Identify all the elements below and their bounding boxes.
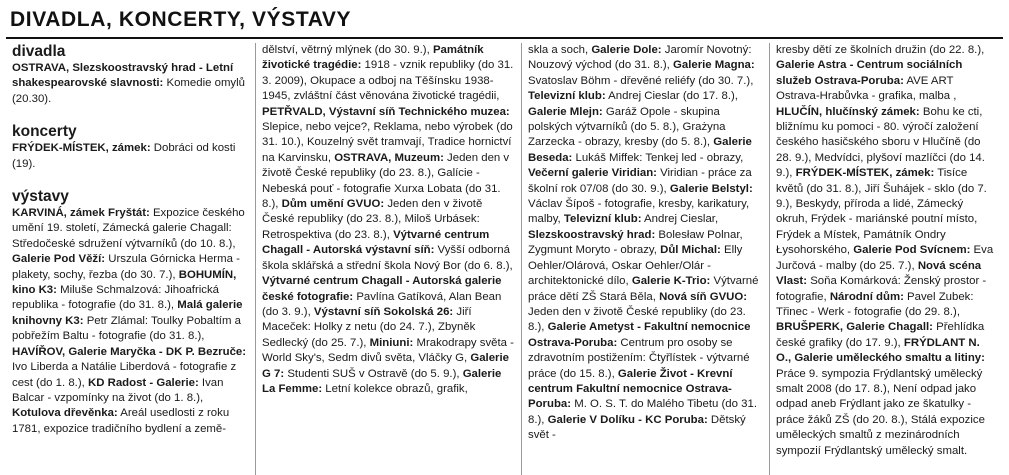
entry-text: Ivo Liberda a Natálie Liberdová - fotografie z cest (do 1. 8.), [12, 361, 237, 389]
entry-text: Jeden den v životě České republiky (do 23. 8.), Miloš Urbásek: Retrospektiva (do 23. 8.), [262, 198, 483, 241]
entry-text: kresby dětí ze školních družin (do 22. 8.), [776, 44, 985, 56]
venue: Miniuni: [369, 336, 414, 349]
exhibition-entries [12, 206, 249, 437]
venue: Nová síň GVUO: [659, 290, 748, 303]
entry-text: dělství, větrný mlýnek (do 30. 9.), [262, 44, 433, 56]
entry-text: Miluše Schmalzová: Jihoafrická republika - fotografie (do 31. 8.), [12, 284, 219, 312]
venue: Galerie V Dolíku - KC Poruba: [547, 413, 708, 426]
entry-text: Jiří Maceček: Holky z netu (do 24. 7.), Zbyněk Sedlecký (do 25. 7.), [262, 305, 476, 349]
venue: Památník životické tragédie: [262, 44, 484, 72]
entry-text: Tisíce květů (do 31. 8.), Jiří Šuhájek - sklo (do 7. 9.), Beskydy, příroda a lidé, Zámecký okruh, Frýdek - mariánské poutní místo, Frýdek a Místek, Památník Ondry Łysohorského, [776, 167, 987, 257]
entry-text: AVE ART Ostrava-Hrabůvka - grafika, malba , [776, 74, 957, 103]
entry-text: skla a soch, [528, 44, 592, 56]
entry-text: Přehlídka české grafiky (do 17. 9.), [776, 321, 985, 349]
venue: Galerie Pod Svícnem: [853, 244, 971, 257]
entry-text: Pavel Zubek: Třinec - Werk - fotografie (do 29. 8.), [776, 290, 974, 318]
venue: FRÝDLANT N. O., Galerie uměleckého smaltu a litiny: [776, 336, 985, 365]
venue: Televizní klub: [563, 213, 642, 226]
venue: BRUŠPERK, Galerie Chagall: [776, 321, 933, 334]
entry-text: M. O. S. T. do Malého Tibetu (do 31. 8.), [528, 398, 757, 426]
venue: Důl Michal: [660, 244, 721, 257]
section-heading-exhibitions: výstavy [12, 188, 69, 206]
venue: KD Radost - Galerie: [87, 376, 199, 389]
venue: FRÝDEK-MÍSTEK, zámek: [795, 167, 935, 180]
venue: Výstavní síň Sokolská 26: [313, 305, 454, 318]
venue: Slezskoostravský hrad: [528, 228, 656, 241]
entry-text: Komedie omylů (20.30). [12, 77, 245, 105]
venue: OSTRAVA, Slezskoostravský hrad - Letní shakespearovské slavnosti: [12, 62, 234, 90]
entry-text: Jaromír Novotný: Nouzový východ (do 31. 8.), [528, 44, 752, 72]
concert-entry [12, 141, 249, 172]
section-heading-theatre: divadla [12, 43, 66, 60]
exhibition-entries [528, 43, 763, 444]
section-heading-concerts: koncerty [12, 123, 77, 141]
entry-text: Andrej Cieslar, [641, 213, 719, 226]
entry-text: Andrej Cieslar (do 17. 8.), [605, 90, 738, 103]
venue: Galerie G 7: [262, 352, 509, 380]
venue: Kotulova dřevěnka: [12, 407, 118, 420]
venue: Televizní klub: [528, 90, 606, 103]
entry-text: Pavlína Gatíková, Alan Bean (do 3. 9.), [262, 290, 502, 318]
venue: Nová scéna Vlast: [776, 259, 982, 288]
entry-text: Centrum pro osoby se zdravotním postižením: Čtyřlístek - výtvarné práce (do 15. 8.), [528, 336, 750, 380]
entry-text: Eva Jurčová - malby (do 25. 7.), [776, 244, 994, 272]
entry-text: Dobráci od kosti (19). [12, 142, 236, 170]
entry-text: Mrakodrapy světa - World Sky's, Sedm divů světa, Vláčky G, [262, 336, 514, 365]
entry-text: Jeden den v životě České republiky (do 23. 8.), [528, 305, 746, 334]
venue: PETŘVALD, Výstavní síň Technického muzea: [262, 105, 510, 118]
entry-text: Václav Šípoš - fotografie, kresby, karikatury, malby, [528, 198, 750, 226]
column-3 [522, 43, 770, 475]
venue: Galerie La Femme: [262, 367, 502, 395]
exhibition-entries [776, 43, 997, 459]
venue: Galerie Život - Krevní centrum Fakultní nemocnice Ostrava-Poruba: [528, 367, 733, 411]
entry-text: Soňa Komárková: Ženský prostor - fotografie, [776, 275, 987, 303]
entry-text: Vyšší odborná škola sklářská a střední škola Nový Bor (do 6. 8.), [262, 244, 513, 272]
entry-text: Dětský svět - [528, 413, 746, 442]
column-2 [256, 43, 522, 475]
page-title: DIVADLA, KONCERTY, VÝSTAVY [6, 6, 1003, 39]
entry-text: Slepice, nebo vejce?, Reklama, nebo výrobek (do 31. 10.), Kouzelný svět tramvají, Tradice hornictví na Karvinsku, [262, 121, 513, 164]
venue: HLUČÍN, hlučínský zámek: [776, 105, 920, 118]
venue: Galerie Astra - Centrum sociálních služeb Ostrava-Poruba: [776, 59, 963, 87]
venue: Malá galerie knihovny K3: [12, 299, 243, 327]
entry-text: Areál usedlosti z roku 1781, expozice tradičního bydlení a země- [12, 407, 230, 435]
column-1 [6, 43, 256, 475]
entry-text: Garáž Opole - skupina polských výtvarníků (do 5. 8.), Grażyna Zarzecka - obrazy, kresby (do 5. 8.), [528, 105, 726, 149]
entry-text: 1918 - vznik republiky (do 31. 3. 2009), Okupace a odboj na Těšínsku 1938-1945, zvláštní část věnována životické tragédii, [262, 59, 514, 103]
entry-text: Bolesław Polnar, Zygmunt Moryto - obrazy, [528, 228, 743, 257]
venue: Galerie Belstyl: [669, 182, 753, 195]
venue: KARVINÁ, zámek Fryštát: [12, 207, 150, 220]
venue: Večerní galerie Viridian: [528, 167, 657, 180]
column-4 [770, 43, 1003, 475]
entry-text: Elly Oehler/Olárová, Oskar Oehler/Olár - architektonické dílo, [528, 244, 743, 288]
entry-text: Bohu ke cti, bližnímu ku pomoci - 80. výročí založení českého hasičského sboru v Hlučíně (do 28. 9.), Medvídci, plyšoví mazlíčci (do 14. 9.), [776, 105, 985, 180]
venue: Výtvarné centrum Chagall - Autorská výstavní síň: [262, 228, 490, 257]
venue: Národní dům: [829, 290, 904, 303]
venue: Galerie Pod Věží: [12, 253, 106, 266]
entry-text: Urszula Górnicka Herma - plakety, sochy, řezba (do 30. 7.), [12, 253, 240, 281]
entry-text: Ivan Balcar - vzpomínky na život (do 1. 8.), [12, 376, 224, 404]
venue: Galerie Magna: [673, 59, 755, 72]
venue: Galerie Dole: [591, 44, 662, 56]
listing-columns [6, 43, 1003, 475]
exhibition-entries [262, 43, 515, 397]
entry-text: Svatoslav Böhm - dřevěné reliéfy (do 30. 7.), [528, 74, 754, 87]
entry-text: Expozice českého umění 19. století, Zámecká galerie Chagall: Středočeské sdružení výtvarníků (do 10. 8.), [12, 207, 245, 250]
entry-text: Práce 9. sympozia Frýdlantský umělecký smalt 2008 (do 17. 8.), Není odpad jako odpad aneb Frýdlant jako ze škatulky - práce žáků ZŠ (do 20. 8.), Stálá expozice uměleckých smaltů z mezinárodních sympozií Frýdlantský umělecký smalt. [776, 367, 985, 457]
venue: OSTRAVA, Muzeum: [334, 151, 444, 164]
entry-text: Studenti SUŠ v Ostravě (do 5. 9.), [284, 367, 463, 380]
venue: Galerie Mlejn: [528, 105, 603, 118]
theatre-entry [12, 61, 249, 107]
entry-text: Letní kolekce obrazů, grafik, [322, 382, 468, 395]
venue: Dům umění GVUO: [281, 198, 385, 211]
entry-text: Viridian - práce za školní rok 07/08 (do 30. 9.), [528, 167, 752, 195]
venue: BOHUMÍN, kino K3: [12, 268, 237, 297]
entry-text: Petr Zlámal: Toulky Pobaltím a pobřežím Baltu - fotografie (do 31. 8.), [12, 314, 241, 343]
entry-text: Výtvarné práce dětí ZŠ Stará Běla, [528, 275, 759, 303]
venue: Galerie Beseda: [528, 136, 752, 164]
entry-text: Lukáš Miffek: Tenkej led - obrazy, [572, 151, 744, 164]
venue: FRÝDEK-MÍSTEK, zámek: [12, 142, 151, 155]
venue: Výtvarné centrum Chagall - Autorská galerie české fotografie: [262, 275, 502, 303]
venue: Galerie Ametyst - Fakultní nemocnice Ostrava-Poruba: [528, 321, 751, 349]
entry-text: Jeden den v životě České republiky (do 23. 8.), Galície - Nebeská pouť - fotografie Xurxa Lobata (do 31. 8.), [262, 151, 510, 211]
venue: Galerie K-Trio: [631, 275, 711, 288]
venue: HAVÍŘOV, Galerie Maryčka - DK P. Bezruče: [12, 345, 247, 358]
